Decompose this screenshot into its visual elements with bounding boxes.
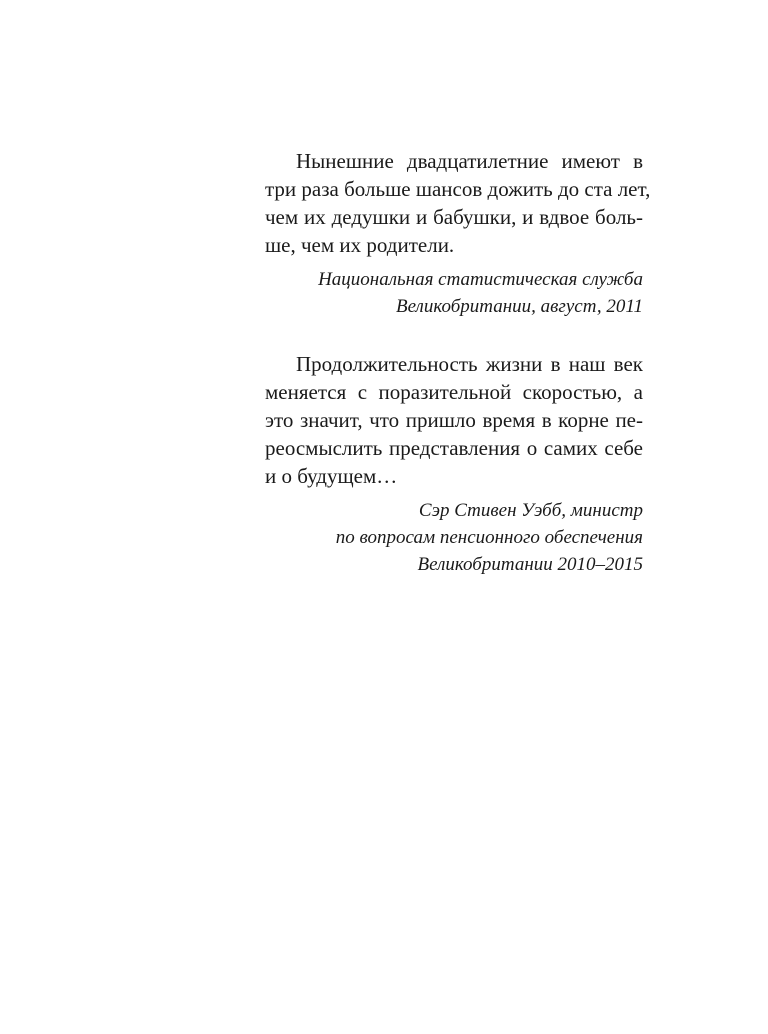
- epigraph-quote: [265, 350, 643, 490]
- attribution-line: Великобритании 2010–2015: [417, 554, 643, 575]
- epigraph-attribution: [265, 266, 643, 320]
- attribution-line: по вопросам пенсионного обеспечения: [335, 527, 643, 548]
- quote-line: это значит, что пришло время в корне пе-: [265, 408, 643, 432]
- quote-line: Нынешние двадцатилетние имеют в: [296, 149, 643, 173]
- quote-line: Продолжительность жизни в наш век: [296, 352, 643, 376]
- attribution-line: Национальная статистическая служба: [318, 269, 643, 290]
- quote-line: меняется с поразительной скоростью, а: [265, 380, 643, 404]
- epigraph-attribution: [265, 497, 643, 578]
- quote-line: ше, чем их родители.: [265, 233, 455, 257]
- epigraph-quote: [265, 147, 651, 259]
- epigraph-life-expectancy: [265, 350, 643, 578]
- attribution-line: Сэр Стивен Уэбб, министр: [418, 500, 643, 521]
- quote-line: реосмыслить представления о самих себе: [265, 436, 643, 460]
- quote-line: три раза больше шансов дожить до ста лет,: [265, 177, 651, 201]
- epigraph-statistics: [265, 147, 651, 320]
- quote-line: и о будущем…: [265, 464, 398, 488]
- attribution-line: Великобритании, август, 2011: [395, 296, 643, 317]
- quote-line: чем их дедушки и бабушки, и вдвое боль-: [265, 205, 643, 229]
